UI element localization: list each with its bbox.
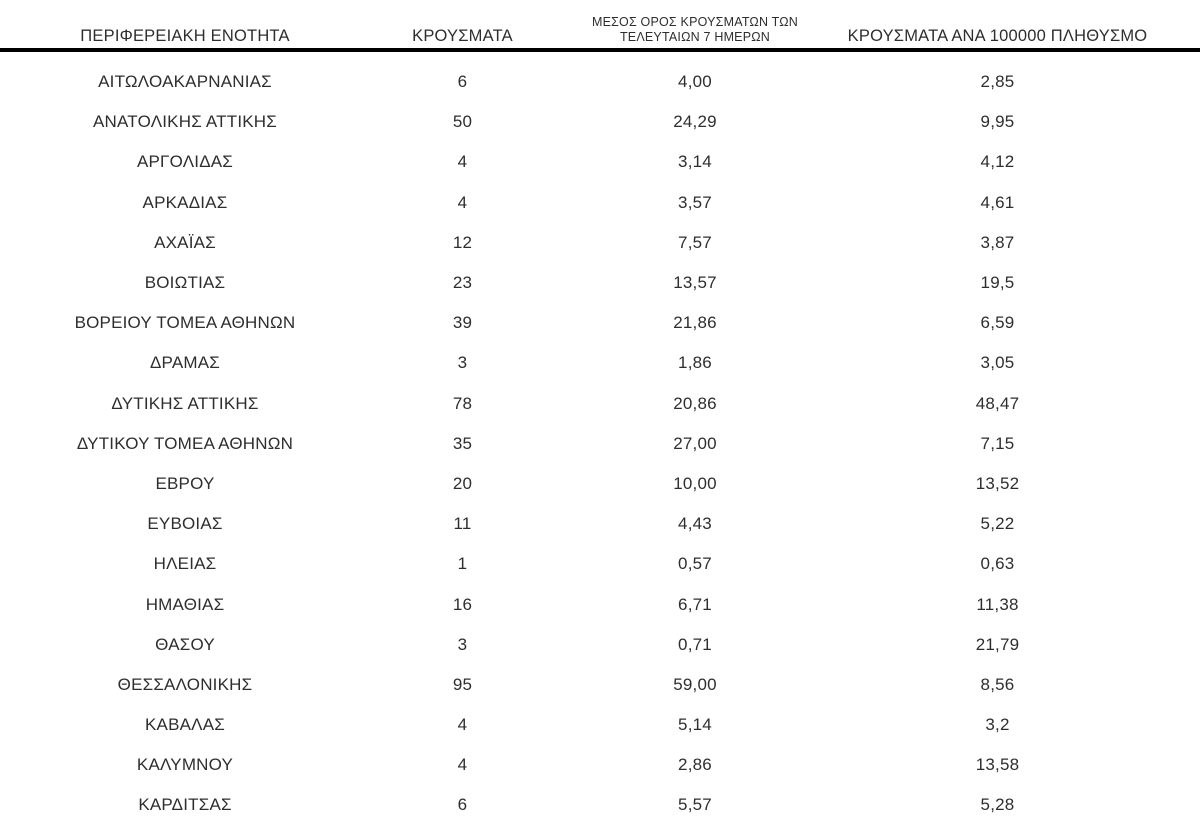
cell-cases-per-100000: 7,15 xyxy=(980,433,1015,453)
cell-regional-unit: ΑΙΤΩΛΟΑΚΑΡΝΑΝΙΑΣ xyxy=(98,72,272,92)
cell-7day-average: 21,86 xyxy=(673,313,717,333)
cell-regional-unit: ΘΕΣΣΑΛΟΝΙΚΗΣ xyxy=(117,674,253,694)
cell-regional-unit: ΕΒΡΟΥ xyxy=(155,473,215,493)
cell-7day-average: 10,00 xyxy=(673,473,717,493)
cell-cases: 39 xyxy=(452,313,473,333)
cell-filler xyxy=(1160,142,1200,182)
cell-7day-average: 27,00 xyxy=(673,433,717,453)
spacer-cell xyxy=(0,50,1200,62)
spacer-row xyxy=(0,50,1200,62)
cell-regional-unit: ΔΥΤΙΚΟΥ ΤΟΜΕΑ ΑΘΗΝΩΝ xyxy=(76,433,294,453)
table-row xyxy=(0,584,1200,624)
cell-filler xyxy=(1160,544,1200,584)
cell-regional-unit: ΚΑΡΔΙΤΣΑΣ xyxy=(138,795,232,815)
column-header-7day-average xyxy=(555,0,835,50)
table-row xyxy=(0,705,1200,745)
cell-cases: 12 xyxy=(452,232,473,252)
cell-cases-per-100000: 8,56 xyxy=(980,674,1015,694)
cell-filler xyxy=(1160,785,1200,825)
cell-cases-per-100000: 6,59 xyxy=(980,313,1015,333)
cell-cases-per-100000: 4,61 xyxy=(980,192,1015,212)
column-header-7day-average-line1: ΜΕΣΟΣ ΟΡΟΣ ΚΡΟΥΣΜΑΤΩΝ ΤΩΝ xyxy=(591,14,799,29)
cell-filler xyxy=(1160,705,1200,745)
header-filler-cell xyxy=(1160,0,1200,50)
cell-7day-average: 20,86 xyxy=(673,393,717,413)
cell-cases-per-100000: 19,5 xyxy=(980,273,1015,293)
cell-filler xyxy=(1160,665,1200,705)
cell-filler xyxy=(1160,303,1200,343)
cell-filler xyxy=(1160,102,1200,142)
cell-cases: 78 xyxy=(452,393,473,413)
column-header-regional-unit: ΠΕΡΙΦΕΡΕΙΑΚΗ ΕΝΟΤΗΤΑ xyxy=(80,27,290,45)
cell-7day-average: 4,43 xyxy=(678,514,712,534)
column-header-cases: ΚΡΟΥΣΜΑΤΑ xyxy=(412,27,513,45)
cell-cases-per-100000: 4,12 xyxy=(980,152,1015,172)
cell-cases: 35 xyxy=(452,433,473,453)
cell-regional-unit: ΒΟΡΕΙΟΥ ΤΟΜΕΑ ΑΘΗΝΩΝ xyxy=(74,313,296,333)
table-row xyxy=(0,142,1200,182)
cell-cases-per-100000: 2,85 xyxy=(980,72,1015,92)
cell-cases: 20 xyxy=(452,473,473,493)
cell-filler xyxy=(1160,223,1200,263)
cell-cases: 3 xyxy=(457,353,468,373)
cell-cases-per-100000: 13,58 xyxy=(975,755,1020,775)
cell-regional-unit: ΔΥΤΙΚΗΣ ΑΤΤΙΚΗΣ xyxy=(111,393,259,413)
cell-filler xyxy=(1160,625,1200,665)
cell-7day-average: 1,86 xyxy=(678,353,712,373)
table-row xyxy=(0,62,1200,102)
cell-cases-per-100000: 9,95 xyxy=(980,112,1015,132)
cell-regional-unit: ΑΡΚΑΔΙΑΣ xyxy=(142,192,228,212)
column-header-cases-per-100000: ΚΡΟΥΣΜΑΤΑ ΑΝΑ 100000 ΠΛΗΘΥΣΜΟ xyxy=(847,27,1148,45)
cell-regional-unit: ΔΡΑΜΑΣ xyxy=(150,353,220,373)
cell-7day-average: 5,57 xyxy=(678,795,712,815)
cell-cases-per-100000: 3,2 xyxy=(985,715,1010,735)
cell-cases-per-100000: 5,28 xyxy=(980,795,1015,815)
cell-filler xyxy=(1160,745,1200,785)
cell-cases: 4 xyxy=(457,192,468,212)
cell-cases-per-100000: 0,63 xyxy=(980,554,1015,574)
cell-7day-average: 0,57 xyxy=(678,554,712,574)
table-row xyxy=(0,303,1200,343)
cell-7day-average: 4,00 xyxy=(678,72,712,92)
table-row xyxy=(0,665,1200,705)
cell-filler xyxy=(1160,464,1200,504)
table-row xyxy=(0,384,1200,424)
cell-cases: 4 xyxy=(457,715,468,735)
cell-7day-average: 5,14 xyxy=(678,715,712,735)
header-row xyxy=(0,0,1200,50)
cell-cases: 11 xyxy=(453,514,472,534)
cell-cases: 4 xyxy=(457,152,468,172)
cell-7day-average: 7,57 xyxy=(678,232,712,252)
cell-filler xyxy=(1160,183,1200,223)
table-row xyxy=(0,343,1200,383)
table-body xyxy=(0,50,1200,826)
cell-regional-unit: ΑΡΓΟΛΙΔΑΣ xyxy=(136,152,234,172)
cell-7day-average: 3,57 xyxy=(678,192,712,212)
cell-cases: 23 xyxy=(452,273,473,293)
cell-filler xyxy=(1160,384,1200,424)
cell-regional-unit: ΚΑΒΑΛΑΣ xyxy=(145,715,225,735)
table-header xyxy=(0,0,1200,50)
table-row xyxy=(0,183,1200,223)
cell-cases-per-100000: 3,05 xyxy=(980,353,1015,373)
cell-filler xyxy=(1160,62,1200,102)
cell-7day-average: 0,71 xyxy=(678,634,712,654)
cell-cases: 4 xyxy=(457,755,468,775)
table-row xyxy=(0,625,1200,665)
cell-filler xyxy=(1160,263,1200,303)
table-row xyxy=(0,464,1200,504)
table-row xyxy=(0,785,1200,825)
cell-regional-unit: ΗΛΕΙΑΣ xyxy=(153,554,217,574)
cell-regional-unit: ΒΟΙΩΤΙΑΣ xyxy=(144,273,226,293)
cell-filler xyxy=(1160,343,1200,383)
cell-regional-unit: ΗΜΑΘΙΑΣ xyxy=(145,594,225,614)
cell-cases: 6 xyxy=(457,72,468,92)
cell-7day-average: 2,86 xyxy=(678,755,712,775)
table-row xyxy=(0,263,1200,303)
cell-cases-per-100000: 11,38 xyxy=(976,594,1019,614)
cell-cases: 6 xyxy=(457,795,468,815)
table-row xyxy=(0,102,1200,142)
cell-cases-per-100000: 5,22 xyxy=(980,514,1015,534)
cell-regional-unit: ΚΑΛΥΜΝΟΥ xyxy=(136,755,234,775)
cell-regional-unit: ΑΝΑΤΟΛΙΚΗΣ ΑΤΤΙΚΗΣ xyxy=(93,112,277,132)
cell-cases-per-100000: 13,52 xyxy=(975,473,1020,493)
cell-cases-per-100000: 48,47 xyxy=(975,393,1020,413)
cell-regional-unit: ΑΧΑΪΑΣ xyxy=(154,232,216,252)
cell-cases-per-100000: 3,87 xyxy=(980,232,1015,252)
cell-cases-per-100000: 21,79 xyxy=(975,634,1020,654)
cell-regional-unit: ΕΥΒΟΙΑΣ xyxy=(147,514,223,534)
table-row xyxy=(0,745,1200,785)
table-row xyxy=(0,223,1200,263)
cell-7day-average: 59,00 xyxy=(673,674,717,694)
cell-7day-average: 6,71 xyxy=(678,594,712,614)
cell-cases: 95 xyxy=(452,674,473,694)
table-row xyxy=(0,504,1200,544)
cell-filler xyxy=(1160,504,1200,544)
cell-cases: 50 xyxy=(452,112,473,132)
table-row xyxy=(0,544,1200,584)
cell-filler xyxy=(1160,584,1200,624)
cell-regional-unit: ΘΑΣΟΥ xyxy=(155,634,215,654)
cell-cases: 1 xyxy=(457,554,468,574)
column-header-7day-average-line2: ΤΕΛΕΥΤΑΙΩΝ 7 ΗΜΕΡΩΝ xyxy=(619,30,771,45)
table-row xyxy=(0,424,1200,464)
cell-7day-average: 24,29 xyxy=(673,112,717,132)
cell-cases: 16 xyxy=(452,594,473,614)
cell-7day-average: 13,57 xyxy=(673,273,717,293)
cell-filler xyxy=(1160,424,1200,464)
cell-cases: 3 xyxy=(457,634,468,654)
cell-7day-average: 3,14 xyxy=(678,152,712,172)
